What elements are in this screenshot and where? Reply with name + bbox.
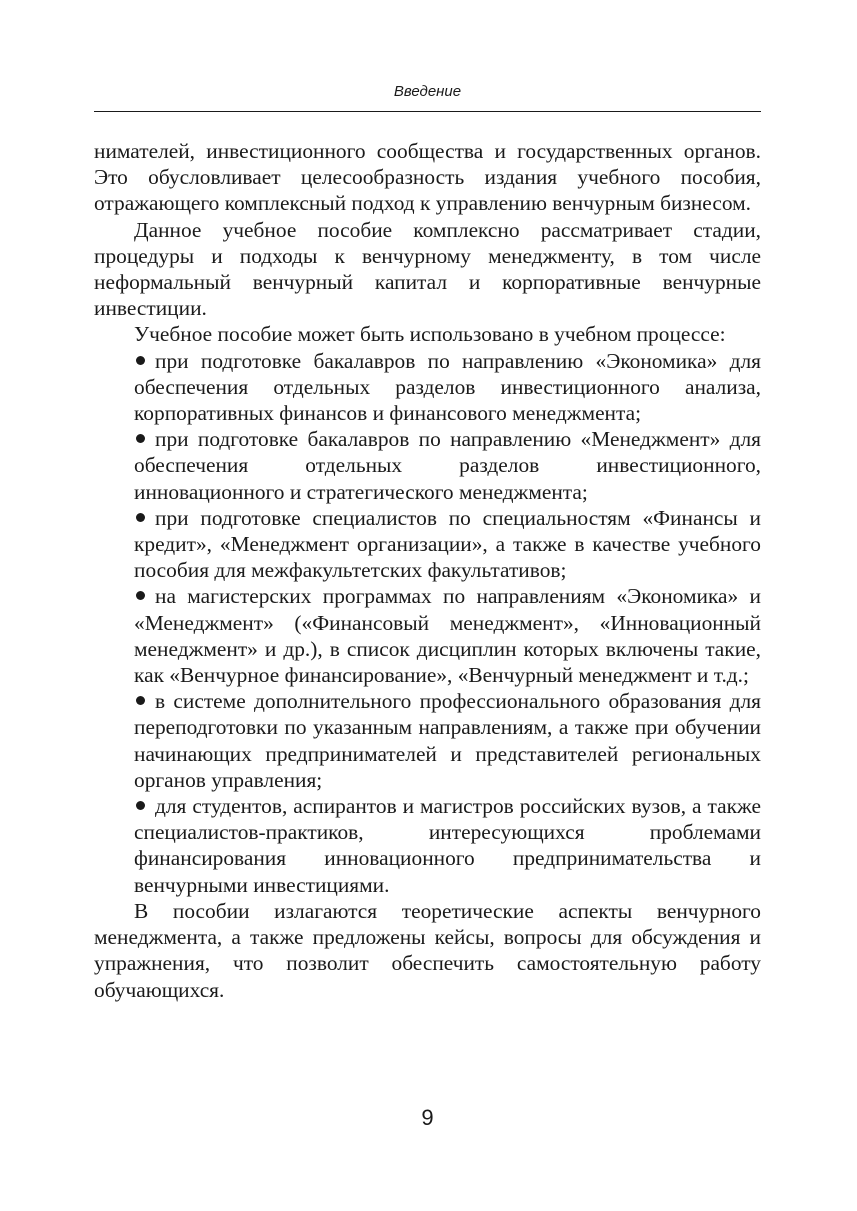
bullet-text: при подготовке специалистов по специальностям «Финансы и кредит», «Менеджмент организации», а также в качестве учебного пособия для межфакультетских факультативов; xyxy=(134,505,761,583)
body-text xyxy=(94,138,761,1003)
page-number: 9 xyxy=(421,1105,434,1130)
paragraph-overview: Данное учебное пособие комплексно рассматривает стадии, процедуры и подходы к венчурному менеджменту, в том числе неформальный венчурный капитал и корпоративные венчурные инвестиции. xyxy=(94,217,761,321)
bullet-dot-icon xyxy=(136,513,145,522)
running-header: Введение xyxy=(393,83,462,100)
bullet-text: в системе дополнительного профессионального образования для переподготовки по указанным направлениям, а также при обучении начинающих предпринимателей и представителей региональных органов управления; xyxy=(134,689,761,792)
bullet-text: при подготовке бакалавров по направлению «Экономика» для обеспечения отдельных разделов инвестиционного анализа, корпоративных финансов и финансового менеджмента; xyxy=(134,348,761,426)
bullet-item xyxy=(134,688,761,793)
paragraph-usage-intro: Учебное пособие может быть использовано в учебном процессе: xyxy=(134,322,726,347)
bullet-dot-icon xyxy=(136,356,145,365)
bullet-dot-icon xyxy=(136,591,145,600)
bullet-dot-icon xyxy=(136,801,145,810)
header-divider xyxy=(94,111,761,112)
bullet-text: для студентов, аспирантов и магистров российских вузов, а также специалистов-практиков, интересующихся проблемами финансирования инновационного предпринимательства и венчурными инвестициями. xyxy=(134,794,761,897)
bullet-item xyxy=(134,505,761,584)
bullet-dot-icon xyxy=(136,696,145,705)
bullet-item xyxy=(134,583,761,688)
bullet-text: на магистерских программах по направлениям «Экономика» и «Менеджмент» («Финансовый менеджмент», «Инновационный менеджмент» и др.), в список дисциплин которых включены такие, как «Венчурное финансирование», «Венчурный менеджмент и т.д.; xyxy=(134,584,761,688)
bullet-text: при подготовке бакалавров по направлению «Менеджмент» для обеспечения отдельных разделов инвестиционного, инновационного и стратегического менеджмента; xyxy=(134,427,761,504)
usage-bullet-list xyxy=(94,348,761,898)
bullet-item xyxy=(134,426,761,505)
paragraph-summary: В пособии излагаются теоретические аспекты венчурного менеджмента, а также предложены кейсы, вопросы для обсуждения и упражнения, что позволит обеспечить самостоятельную работу обучающихся. xyxy=(94,898,761,1002)
bullet-item xyxy=(134,793,761,898)
paragraph-continuation: нимателей, инвестиционного сообщества и государственных органов. Это обусловливает целесообразность издания учебного пособия, отражающего комплексный подход к управлению венчурным бизнесом. xyxy=(94,139,761,216)
bullet-item xyxy=(134,348,761,427)
bullet-dot-icon xyxy=(136,434,145,443)
